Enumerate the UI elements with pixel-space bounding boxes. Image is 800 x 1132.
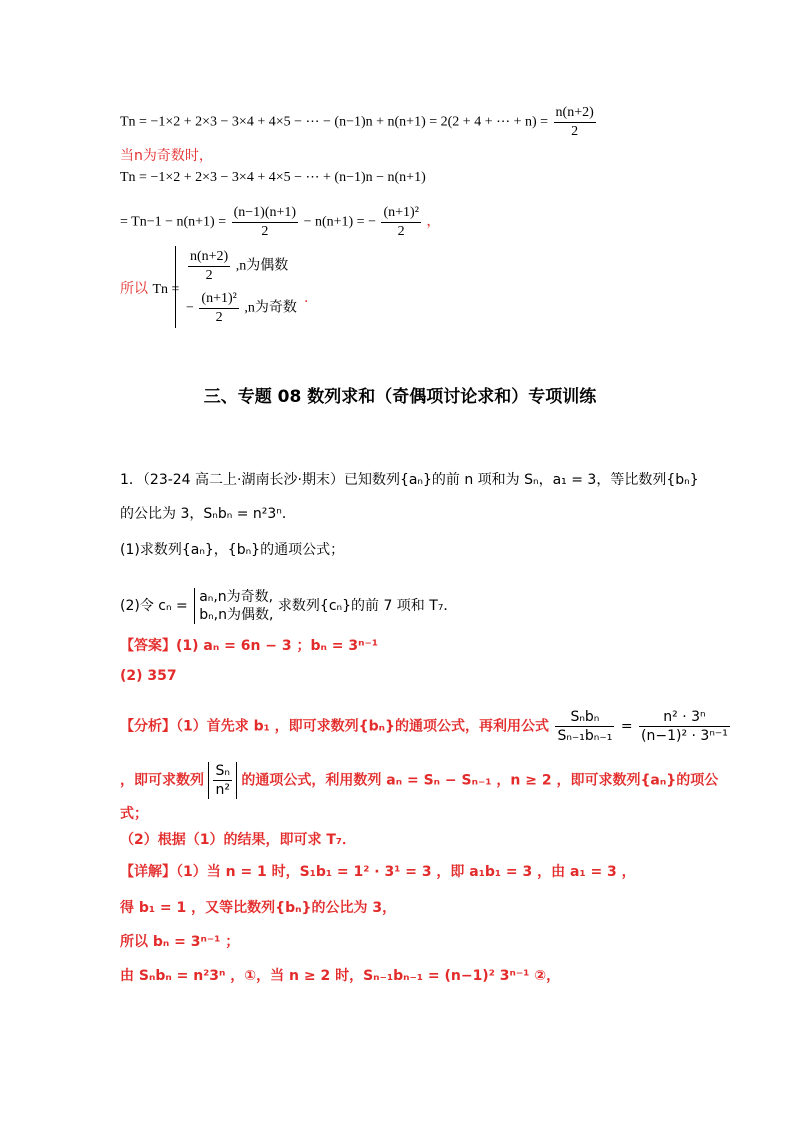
question-2-suffix: 求数列{cₙ}的前 7 项和 T₇． bbox=[277, 598, 458, 614]
question-2-case-even: bₙ,n为偶数, bbox=[199, 607, 274, 623]
analysis-fraction-b bbox=[639, 708, 730, 745]
t-even-text: Tn = −1×2 + 2×3 − 3×4 + 4×5 − ⋯ − (n−1)n + n(n+1) = 2(2 + 4 + ⋯ + n) = bbox=[120, 114, 549, 130]
analysis-den-a: Sₙ₋₁bₙ₋₁ bbox=[557, 728, 613, 744]
analysis-fraction-a bbox=[555, 708, 614, 745]
analysis-line-2 bbox=[120, 762, 730, 799]
case-even-fraction bbox=[188, 248, 230, 285]
analysis-equals: = bbox=[620, 718, 633, 735]
t-odd-part-b: − n(n+1) = − bbox=[303, 214, 376, 230]
t-even-formula bbox=[120, 104, 730, 141]
question-2-cases bbox=[194, 588, 273, 624]
t-odd-fraction-2 bbox=[381, 204, 420, 241]
piecewise-brace bbox=[175, 246, 184, 328]
piecewise-dot: . bbox=[304, 290, 309, 306]
case-odd-tail: ,n为奇数 bbox=[244, 300, 297, 316]
t-even-numerator: n(n+2) bbox=[554, 104, 596, 123]
case-even-tail: ,n为偶数 bbox=[235, 258, 289, 274]
piecewise-case-even bbox=[186, 248, 288, 285]
analysis-seq-brace bbox=[208, 762, 237, 799]
odd-case-label: 当n为奇数时， bbox=[120, 148, 213, 164]
case-odd-num: (n+1)² bbox=[199, 290, 238, 309]
analysis-seq-fraction bbox=[213, 762, 232, 799]
detail-line-4: 由 Sₙbₙ = n²3ⁿ ，①，当 n ≥ 2 时，Sₙ₋₁bₙ₋₁ = (n−1)² 3ⁿ⁻¹ ②， bbox=[120, 968, 561, 984]
detail-line-2: 得 b₁ = 1 ，又等比数列{bₙ}的公比为 3， bbox=[120, 900, 397, 916]
t-even-fraction bbox=[554, 104, 596, 141]
t-odd-part-a: = Tn−1 − n(n+1) = bbox=[120, 214, 227, 230]
question-1: (1)求数列{aₙ}，{bₙ}的通项公式； bbox=[120, 542, 345, 558]
t-odd-simplified bbox=[120, 204, 730, 241]
t-odd-den-1: 2 bbox=[261, 224, 269, 239]
piecewise-case-odd bbox=[186, 290, 297, 327]
answer-line-1: 【答案】(1) aₙ = 6n − 3 ；bₙ = 3ⁿ⁻¹ bbox=[120, 638, 379, 654]
case-odd-den: 2 bbox=[215, 310, 223, 325]
section-heading: 三、专题 08 数列求和（奇偶项讨论求和）专项训练 bbox=[203, 387, 597, 407]
t-odd-formula: Tn = −1×2 + 2×3 − 3×4 + 4×5 − ⋯ + (n−1)n − n(n+1) bbox=[120, 170, 426, 185]
question-2 bbox=[120, 588, 730, 624]
analysis-line-3: 式； bbox=[120, 806, 148, 822]
case-odd-minus: − bbox=[186, 300, 194, 316]
analysis-line-2-pre: ，即可求数列 bbox=[120, 772, 204, 789]
analysis-num-b: n² · 3ⁿ bbox=[639, 708, 730, 727]
analysis-den-b: (n−1)² · 3ⁿ⁻¹ bbox=[641, 728, 728, 744]
t-odd-num-1: (n−1)(n+1) bbox=[232, 204, 298, 223]
detail-line-3: 所以 bₙ = 3ⁿ⁻¹ ； bbox=[120, 934, 240, 950]
t-odd-fraction-1 bbox=[232, 204, 298, 241]
tn-equals: Tn = bbox=[152, 282, 180, 297]
question-2-case-odd: aₙ,n为奇数, bbox=[199, 589, 274, 605]
t-even-denominator: 2 bbox=[571, 124, 579, 139]
piecewise-label bbox=[120, 278, 179, 298]
question-2-prefix: (2)令 cₙ = bbox=[120, 598, 188, 614]
so-label: 所以 bbox=[120, 281, 148, 297]
detail-line-1: 【详解】（1）当 n = 1 时，S₁b₁ = 1² · 3¹ = 3 ，即 a₁b₁ = 3 ，由 a₁ = 3 ， bbox=[120, 864, 636, 880]
analysis-line-1 bbox=[120, 708, 730, 745]
answer-line-2: (2) 357 bbox=[120, 668, 177, 684]
analysis-num-a: Sₙbₙ bbox=[555, 708, 614, 727]
analysis-seq-num: Sₙ bbox=[213, 762, 232, 781]
t-odd-end: ， bbox=[426, 214, 441, 230]
t-odd-den-2: 2 bbox=[397, 224, 405, 239]
case-even-den: 2 bbox=[205, 268, 213, 283]
problem-line-2: 的公比为 3，Sₙbₙ = n²3ⁿ． bbox=[120, 506, 296, 522]
problem-line-1: 1．（23-24 高二上·湖南长沙·期末）已知数列{aₙ}的前 n 项和为 Sₙ，a₁ = 3，等比数列{bₙ} bbox=[120, 472, 699, 488]
analysis-line-1-text: 【分析】（1）首先求 b₁ ，即可求数列{bₙ}的通项公式，再利用公式 bbox=[120, 718, 549, 735]
t-odd-num-2: (n+1)² bbox=[381, 204, 420, 223]
analysis-line-4: （2）根据（1）的结果，即可求 T₇． bbox=[120, 832, 357, 848]
case-odd-fraction bbox=[199, 290, 238, 327]
analysis-seq-den: n² bbox=[215, 782, 230, 798]
case-even-num: n(n+2) bbox=[188, 248, 230, 267]
analysis-line-2-post: 的通项公式，利用数列 aₙ = Sₙ − Sₙ₋₁ ，n ≥ 2 ，即可求数列{aₙ}的项公 bbox=[241, 772, 719, 789]
